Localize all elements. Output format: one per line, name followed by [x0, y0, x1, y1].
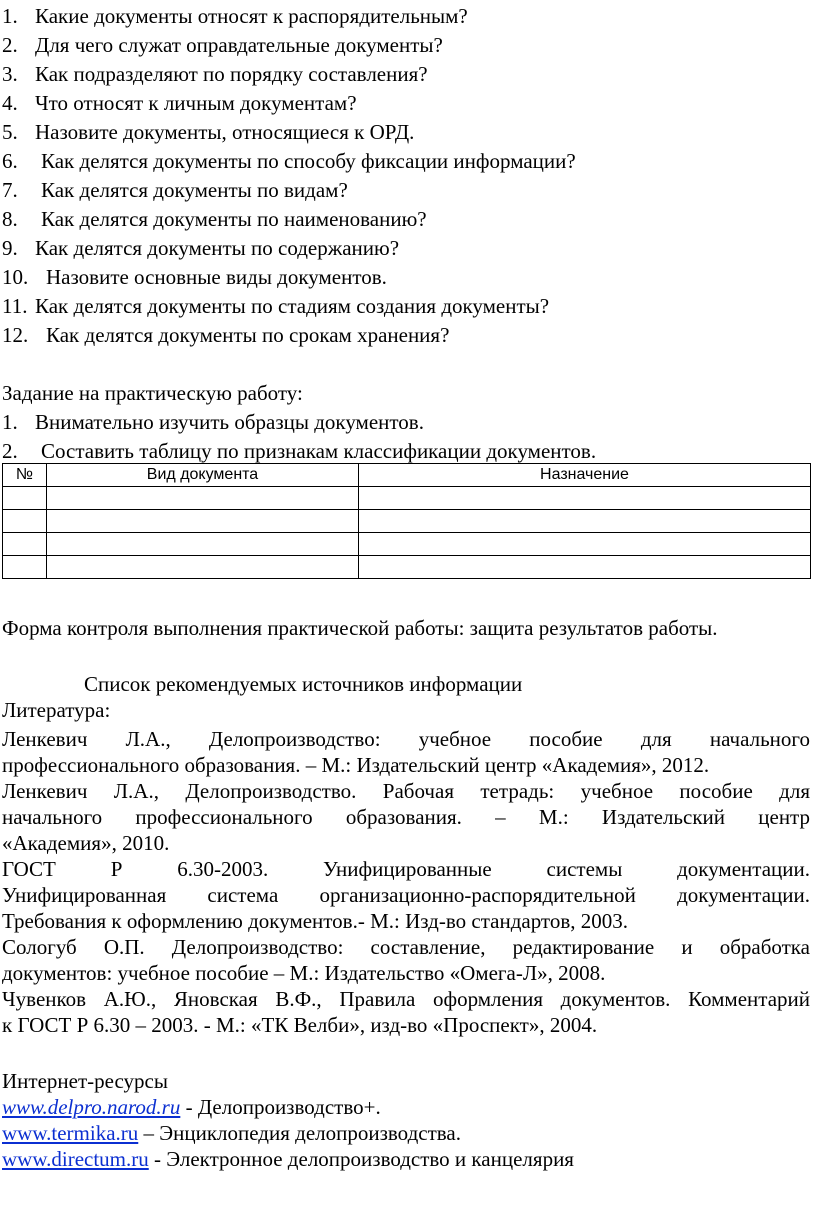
link-directum[interactable]: www.directum.ru	[2, 1147, 149, 1171]
question-number: 3.	[2, 62, 18, 86]
question-text: Какие документы относят к распорядительным?	[35, 4, 468, 28]
table-cell	[47, 510, 359, 533]
question-number: 2.	[2, 33, 18, 57]
question-text: Назовите основные виды документов.	[46, 265, 387, 289]
table-cell	[3, 556, 47, 579]
link-description: - Делопроизводство+.	[180, 1095, 381, 1119]
question-text: Как подразделяют по порядку составления?	[35, 62, 428, 86]
classification-table	[2, 463, 811, 579]
source-line: документов: учебное пособие – М.: Издательство «Омега-Л», 2008.	[2, 961, 606, 985]
source-line: к ГОСТ Р 6.30 – 2003. - М.: «ТК Велби», изд-во «Проспект», 2004.	[2, 1013, 598, 1037]
table-cell	[47, 556, 359, 579]
question-number: 9.	[2, 236, 18, 260]
source-line: ГОСТ Р 6.30-2003. Унифицированные системы документации.	[2, 857, 810, 881]
table-header-row	[3, 464, 811, 487]
sources-heading: Список рекомендуемых источников информации	[84, 672, 523, 696]
table-header-doc-type: Вид документа	[47, 464, 359, 487]
question-number: 8.	[2, 207, 18, 231]
link-delpro[interactable]: www.delpro.narod.ru	[2, 1095, 181, 1119]
task-number: 2.	[2, 439, 18, 463]
literature-label: Литература:	[2, 698, 111, 722]
question-number: 12.	[2, 323, 29, 347]
link-description: - Электронное делопроизводство и канцелярия	[148, 1147, 574, 1171]
table-row	[3, 510, 811, 533]
question-number: 6.	[2, 149, 18, 173]
task-text: Внимательно изучить образцы документов.	[35, 410, 424, 434]
question-text: Как делятся документы по стадиям создания документы?	[35, 294, 550, 318]
task-number: 1.	[2, 410, 18, 434]
source-line: начального профессионального образования. – М.: Издательский центр	[2, 805, 810, 829]
question-text: Что относят к личным документам?	[35, 91, 357, 115]
source-line: Ленкевич Л.А., Делопроизводство. Рабочая тетрадь: учебное пособие для	[2, 779, 810, 803]
table-row	[3, 533, 811, 556]
question-text: Как делятся документы по содержанию?	[35, 236, 400, 260]
question-number: 7.	[2, 178, 18, 202]
table-cell	[3, 487, 47, 510]
table-cell	[47, 487, 359, 510]
link-item	[2, 1145, 574, 1174]
question-text: Как делятся документы по способу фиксации информации?	[41, 149, 576, 173]
question-number: 5.	[2, 120, 18, 144]
table-cell	[359, 556, 811, 579]
table-cell	[359, 510, 811, 533]
task-heading: Задание на практическую работу:	[2, 381, 303, 405]
table-cell	[47, 533, 359, 556]
table-cell	[359, 533, 811, 556]
question-number: 4.	[2, 91, 18, 115]
question-text: Как делятся документы по видам?	[41, 178, 348, 202]
question-text: Для чего служат оправдательные документы?	[35, 33, 443, 57]
source-line: профессионального образования. – М.: Издательский центр «Академия», 2012.	[2, 753, 710, 777]
task-text: Составить таблицу по признакам классификации документов.	[41, 439, 597, 463]
question-number: 10.	[2, 265, 29, 289]
question-text: Как делятся документы по наименованию?	[41, 207, 427, 231]
question-text: Назовите документы, относящиеся к ОРД.	[35, 120, 415, 144]
internet-label: Интернет-ресурсы	[2, 1069, 168, 1093]
link-item	[2, 1119, 461, 1148]
control-form-text: Форма контроля выполнения практической работы: защита результатов работы.	[2, 616, 718, 640]
source-line: Ленкевич Л.А., Делопроизводство: учебное пособие для начального	[2, 727, 810, 751]
source-line: Унифицированная система организационно-распорядительной документации.	[2, 883, 810, 907]
table-row	[3, 556, 811, 579]
source-line: Требования к оформлению документов.- М.: Изд-во стандартов, 2003.	[2, 909, 628, 933]
question-number: 11.	[2, 294, 28, 318]
table-header-purpose: Назначение	[359, 464, 811, 487]
link-description: – Энциклопедия делопроизводства.	[138, 1121, 461, 1145]
question-number: 1.	[2, 4, 18, 28]
source-line: Чувенков А.Ю., Яновская В.Ф., Правила оформления документов. Комментарий	[2, 987, 810, 1011]
source-line: Сологуб О.П. Делопроизводство: составление, редактирование и обработка	[2, 935, 810, 959]
question-text: Как делятся документы по срокам хранения?	[46, 323, 450, 347]
table-header-number: №	[3, 464, 47, 487]
table-row	[3, 487, 811, 510]
table-cell	[3, 510, 47, 533]
link-item	[2, 1093, 381, 1122]
source-line: «Академия», 2010.	[2, 831, 170, 855]
table-cell	[3, 533, 47, 556]
link-termika[interactable]: www.termika.ru	[2, 1121, 139, 1145]
table-cell	[359, 487, 811, 510]
